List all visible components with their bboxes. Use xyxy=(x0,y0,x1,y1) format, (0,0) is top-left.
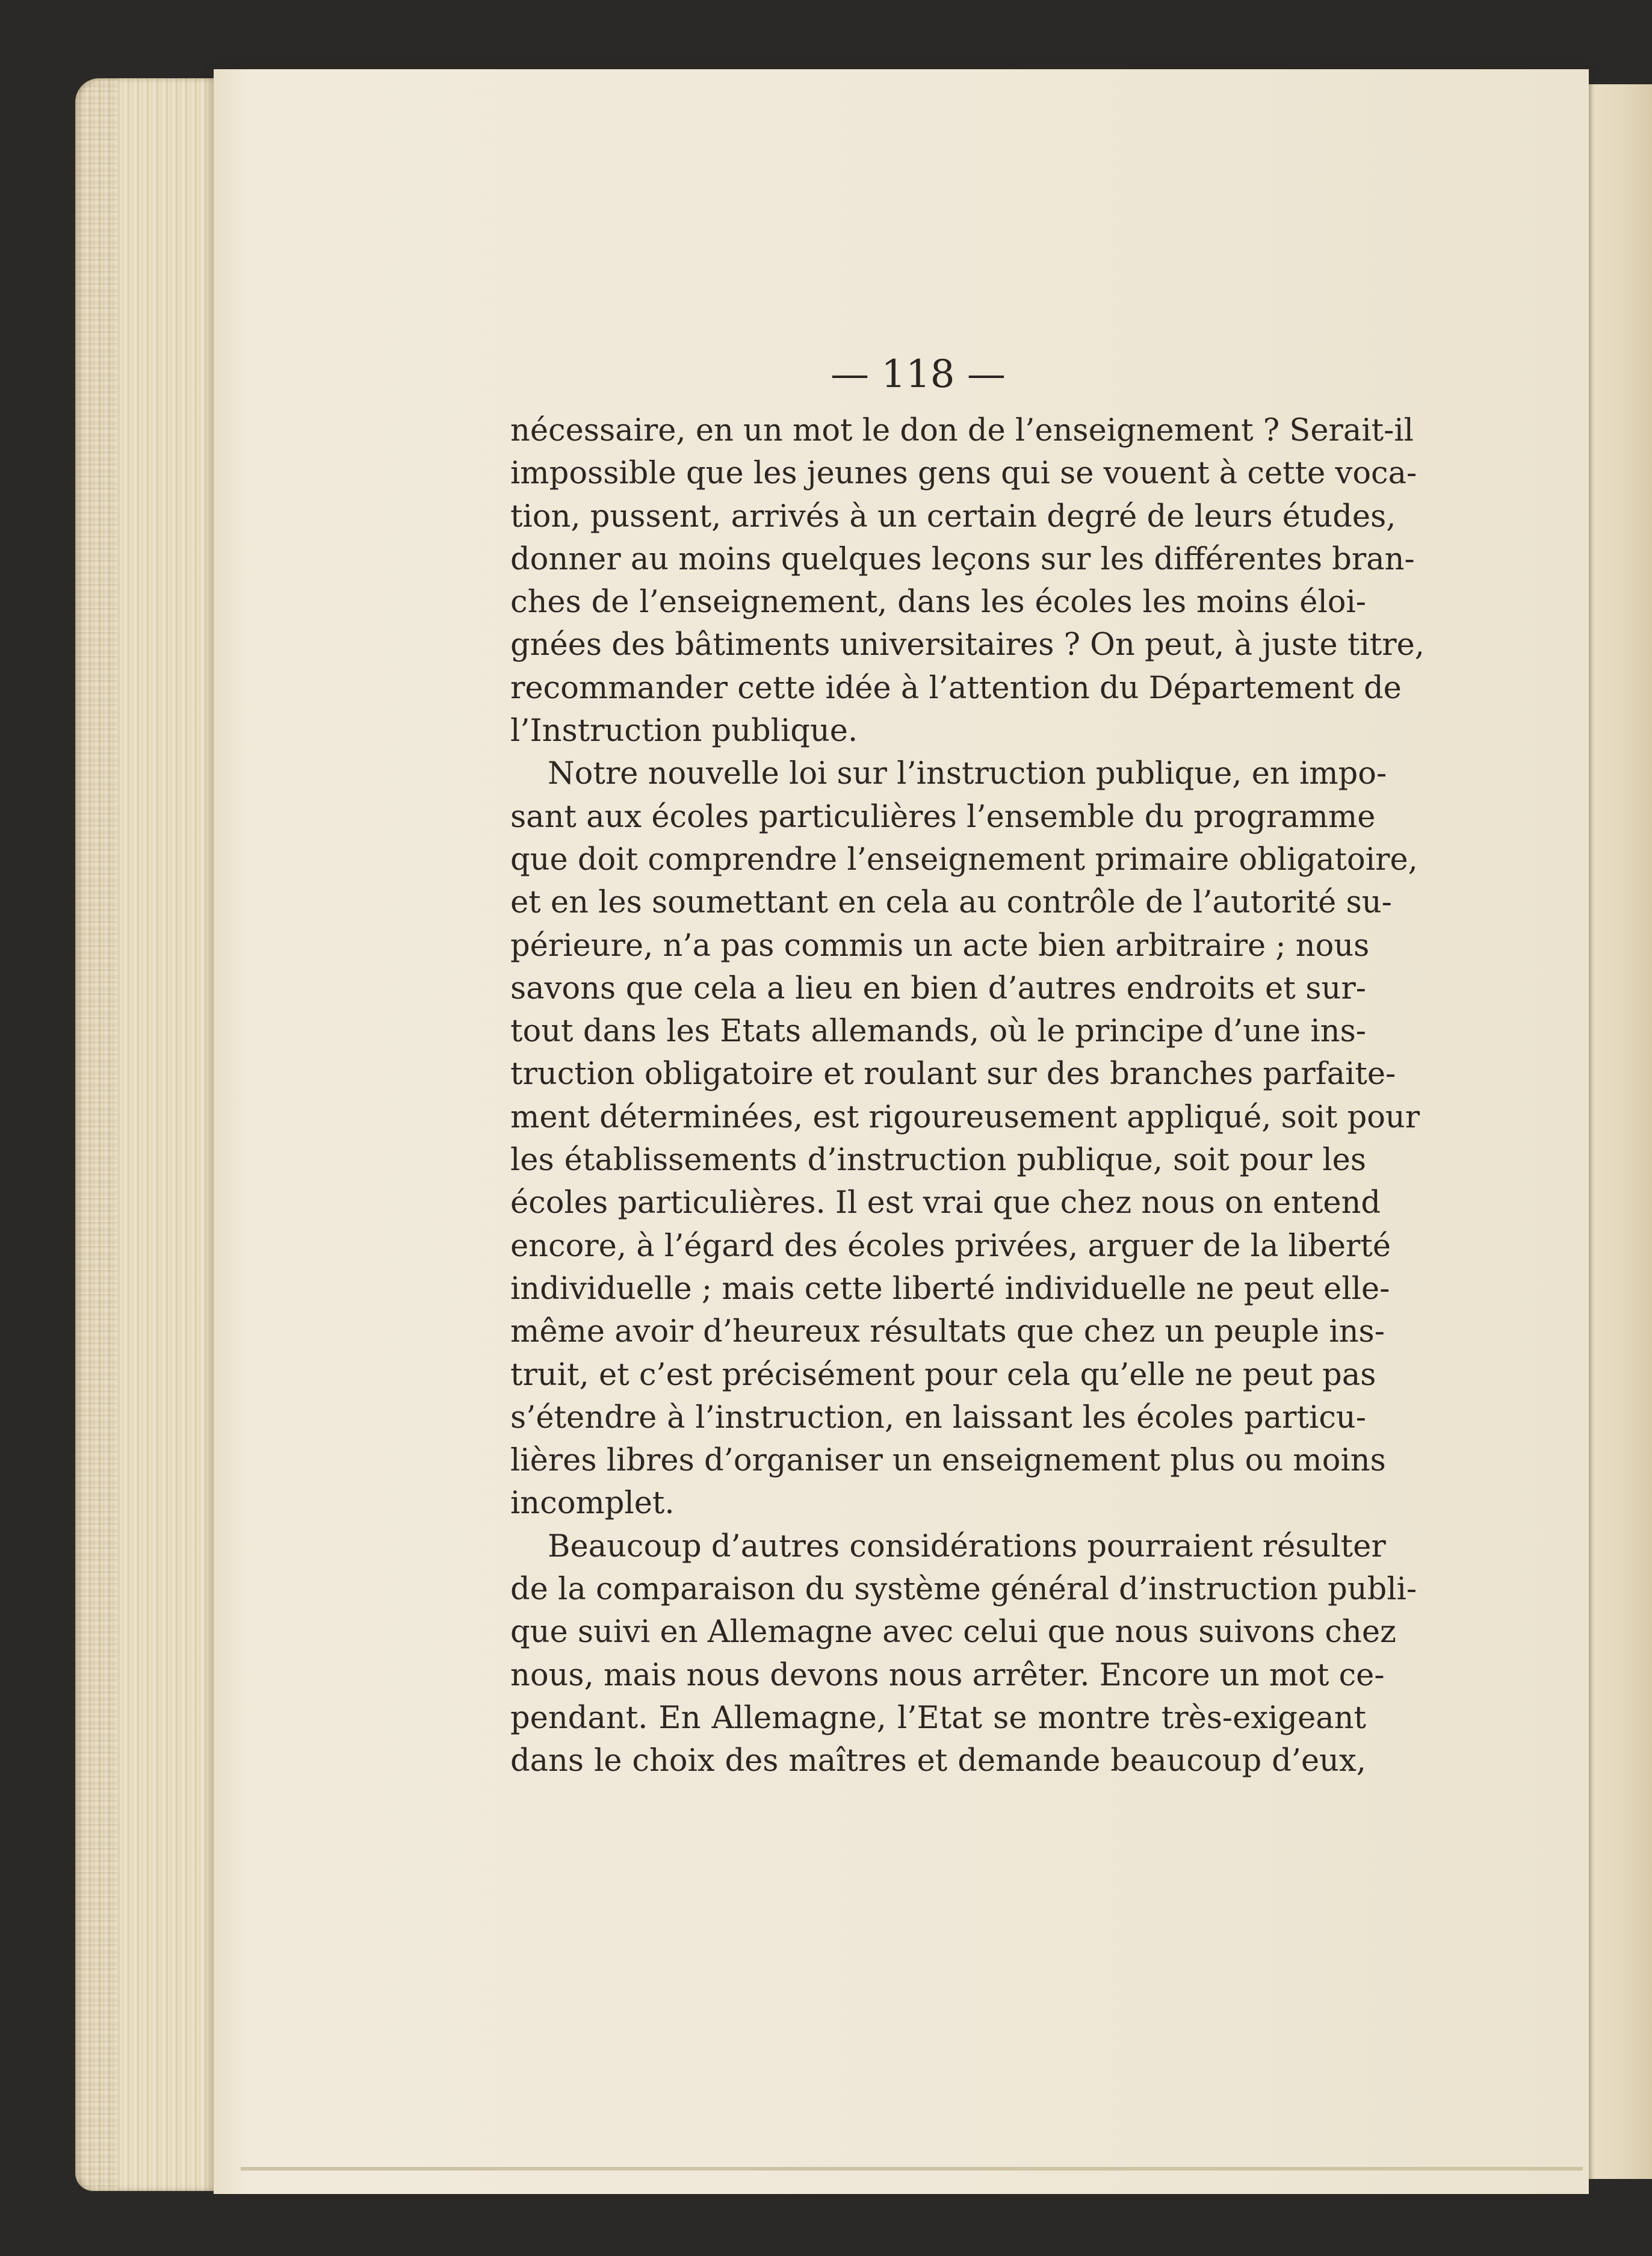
text-line: et en les soumettant en cela au contrôle de l’autorité su- xyxy=(510,885,1392,921)
text-line: même avoir d’heureux résultats que chez un peuple ins- xyxy=(510,1314,1385,1350)
text-line: impossible que les jeunes gens qui se vouent à cette voca- xyxy=(510,456,1417,492)
text-line: nous, mais nous devons nous arrêter. Encore un mot ce- xyxy=(510,1657,1385,1693)
text-line: recommander cette idée à l’attention du Département de xyxy=(510,670,1402,706)
page-bottom-edge xyxy=(241,2167,1583,2171)
text-line: truction obligatoire et roulant sur des branches parfaite- xyxy=(510,1056,1396,1092)
text-line: donner au moins quelques leçons sur les différentes bran- xyxy=(510,541,1415,577)
text-line: dans le choix des maîtres et demande beaucoup d’eux, xyxy=(510,1743,1366,1779)
text-line: gnées des bâtiments universitaires ? On peut, à juste titre, xyxy=(510,627,1425,663)
facing-page-edge xyxy=(1584,84,1652,2179)
text-line: Notre nouvelle loi sur l’instruction publique, en impo- xyxy=(548,756,1387,792)
body-text xyxy=(510,409,1425,1783)
text-line: nécessaire, en un mot le don de l’enseignement ? Serait-il xyxy=(510,413,1414,448)
text-line: tout dans les Etats allemands, où le principe d’une ins- xyxy=(510,1014,1366,1050)
text-line: incomplet. xyxy=(510,1486,675,1522)
text-line: que suivi en Allemagne avec celui que nous suivons chez xyxy=(510,1614,1396,1650)
text-line: lières libres d’organiser un enseignement plus ou moins xyxy=(510,1443,1386,1479)
text-line: savons que cela a lieu en bien d’autres endroits et sur- xyxy=(510,970,1366,1006)
text-line: Beaucoup d’autres considérations pourraient résulter xyxy=(548,1528,1386,1564)
text-line: tion, pussent, arrivés à un certain degré de leurs études, xyxy=(510,498,1396,535)
text-line: pendant. En Allemagne, l’Etat se montre très-exigeant xyxy=(510,1700,1366,1736)
text-line: périeure, n’a pas commis un acte bien arbitraire ; nous xyxy=(510,928,1370,964)
text-line: l’Instruction publique. xyxy=(510,713,858,749)
text-line: les établissements d’instruction publique, soit pour les xyxy=(510,1142,1366,1179)
text-line: encore, à l’égard des écoles privées, arguer de la liberté xyxy=(510,1228,1391,1264)
page-number: — 118 — xyxy=(831,352,1006,397)
text-line: écoles particulières. Il est vrai que chez nous on entend xyxy=(510,1185,1381,1221)
text-line: s’étendre à l’instruction, en laissant les écoles particu- xyxy=(510,1399,1366,1436)
text-line: truit, et c’est précisément pour cela qu’elle ne peut pas xyxy=(510,1357,1376,1393)
text-line: ment déterminées, est rigoureusement appliqué, soit pour xyxy=(510,1099,1420,1135)
text-line: que doit comprendre l’enseignement primaire obligatoire, xyxy=(510,841,1418,878)
text-line: individuelle ; mais cette liberté individuelle ne peut elle- xyxy=(510,1271,1390,1307)
text-line: sant aux écoles particulières l’ensemble du programme xyxy=(510,799,1376,835)
text-line: de la comparaison du système général d’instruction publi- xyxy=(510,1572,1417,1608)
text-line: ches de l’enseignement, dans les écoles les moins éloi- xyxy=(510,584,1366,621)
